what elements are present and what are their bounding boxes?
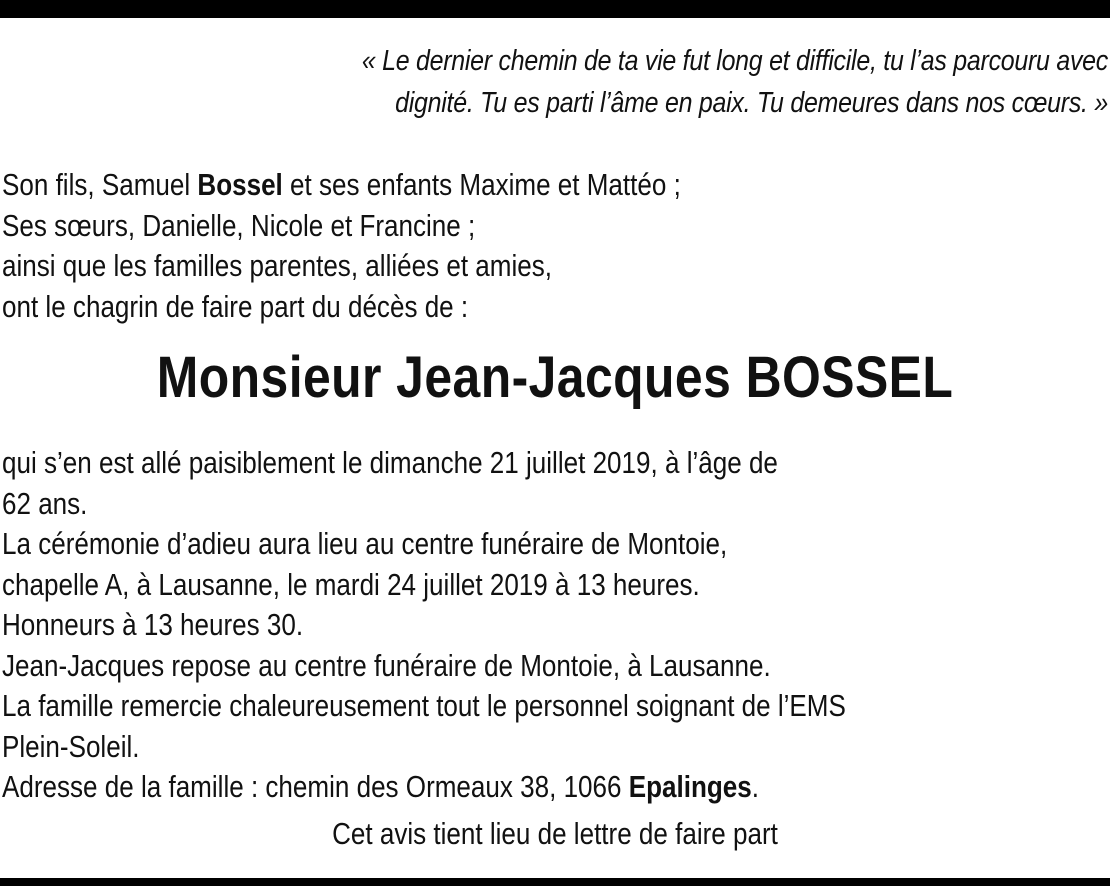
- bottom-border-rule: [0, 878, 1110, 886]
- address-town: Epalinges: [628, 769, 752, 804]
- deceased-name-heading: Monsieur Jean-Jacques BOSSEL: [156, 345, 954, 410]
- quote-line: dignité. Tu es parti l’âme en paix. Tu demeures dans nos cœurs. »: [395, 87, 1108, 119]
- family-line: ont le chagrin de faire part du décès de :: [2, 288, 469, 324]
- details-line: 62 ans.: [2, 485, 88, 521]
- details-line: La famille remercie chaleureusement tout le personnel soignant de l’EMS: [2, 688, 846, 723]
- notice-footer: Cet avis tient lieu de lettre de faire part: [332, 816, 778, 851]
- family-line: [2, 165, 681, 206]
- epigraph-quote: [162, 40, 1108, 124]
- quote-line: « Le dernier chemin de ta vie fut long et difficile, tu l’as parcouru avec: [361, 45, 1108, 77]
- family-address: [2, 767, 846, 808]
- top-border-rule: [0, 0, 1110, 18]
- family-surname: Bossel: [197, 167, 283, 202]
- details-line: La cérémonie d’adieu aura lieu au centre funéraire de Montoie,: [2, 526, 728, 561]
- ceremony-details: [2, 443, 846, 808]
- details-line: Jean-Jacques repose au centre funéraire de Montoie, à Lausanne.: [2, 647, 771, 683]
- family-line-text: et ses enfants Maxime et Mattéo ;: [282, 167, 681, 202]
- details-line: Honneurs à 13 heures 30.: [2, 607, 304, 642]
- address-text: .: [751, 769, 759, 804]
- details-line: Plein-Soleil.: [2, 728, 140, 764]
- family-line: ainsi que les familles parentes, alliées et amies,: [2, 248, 553, 283]
- family-announcement: [2, 165, 681, 327]
- details-line: chapelle A, à Lausanne, le mardi 24 juillet 2019 à 13 heures.: [2, 566, 700, 602]
- address-text: Adresse de la famille : chemin des Ormeaux 38, 1066: [2, 769, 629, 804]
- family-line-text: Son fils, Samuel: [2, 167, 198, 202]
- family-line: Ses sœurs, Danielle, Nicole et Francine ;: [2, 207, 476, 243]
- details-line: qui s’en est allé paisiblement le dimanche 21 juillet 2019, à l’âge de: [2, 445, 778, 480]
